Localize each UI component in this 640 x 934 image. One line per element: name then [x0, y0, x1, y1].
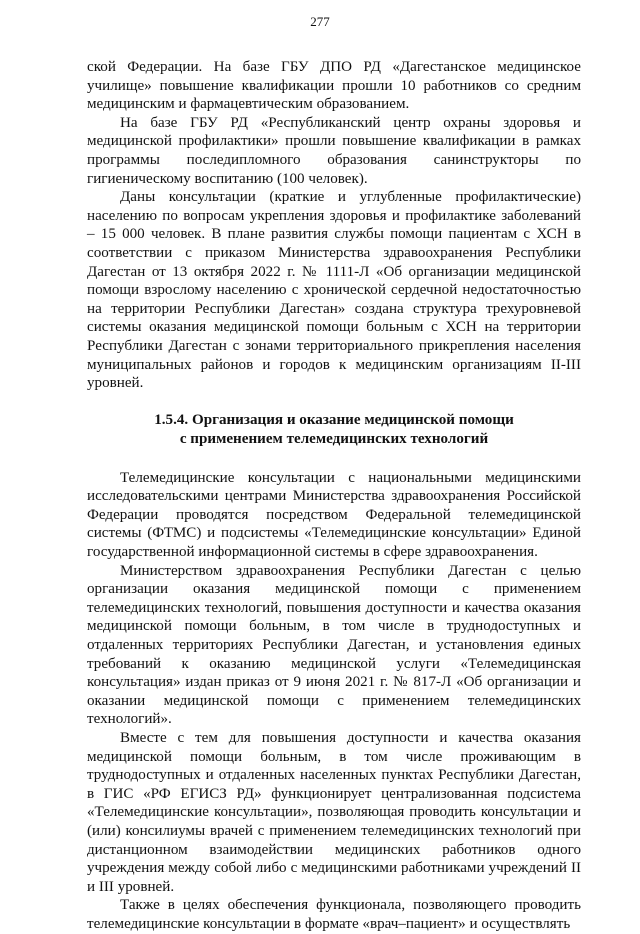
paragraph: Вместе с тем для повышения доступности и качества оказания медицинской помощи больным, в том числе проживающим в труднодоступных и отдаленных населенных пунктах Республики Дагестан, в ГИС «РФ ЕГИСЗ РД» функционирует централизованная подсистема «Телемедицинские консультации», позволяющая проводить консультации и (или) консилиумы врачей с применением телемедицинских технологий при дистанционном взаимодействии медицинских работников одного учреждения между собой либо с медицинскими работниками учреждений II и III уровней. — [87, 730, 581, 895]
page-number: 277 — [310, 14, 330, 29]
paragraph: Телемедицинские консультации с национальными медицинскими исследовательскими центрами Министерства здравоохранения Российской Федерации проводятся посредством Федеральной телемедицинской системы (ФТМС) и подсистемы «Телемедицинские консультации» Единой государственной информационной системы в сфере здравоохранения. — [87, 469, 581, 561]
paragraph: На базе ГБУ РД «Республиканский центр охраны здоровья и медицинской профилактики» прошли повышение квалификации в рамках программы последипломного образования санинструкторы по гигиеническому воспитанию (100 человек). — [87, 114, 581, 187]
paragraph-continuation: ской Федерации. На базе ГБУ ДПО РД «Дагестанское медицинское училище» повышение квалификации прошли 10 работников со средним медицинским и фармацевтическим образованием. — [87, 59, 581, 113]
section-heading — [87, 411, 581, 449]
page-body — [87, 58, 581, 934]
section-heading-line-2: с применением телемедицинских технологий — [179, 430, 489, 447]
paragraph: Министерством здравоохранения Республики Дагестан с целью организации оказания медицинской помощи с применением телемедицинских технологий, повышения доступности и качества оказания медицинской помощи больным, в том числе в труднодоступных и отдаленных территориях Республики Дагестан, и установления единых требований к оказанию медицинской услуги «Телемедицинская консультация» издан приказ от 9 июня 2021 г. № 817-Л «Об организации и оказании медицинской помощи с применением телемедицинских технологий». — [87, 562, 581, 728]
paragraph: Также в целях обеспечения функционала, позволяющего проводить телемедицинские консультации в формате «врач–пациент» и осуществлять — [87, 897, 581, 932]
section-heading-line-1: 1.5.4. Организация и оказание медицинской помощи — [154, 411, 514, 428]
paragraph: Даны консультации (краткие и углубленные профилактические) населению по вопросам укрепления здоровья и профилактике заболеваний – 15 000 человек. В плане развития службы помощи пациентам с ХСН в соответствии с приказом Министерства здравоохранения Республики Дагестан от 13 октября 2022 г. № 1111-Л «Об организации медицинской помощи взрослому населению с хронической сердечной недостаточностью на территории Республики Дагестан» создана структура трехуровневой системы оказания медицинской помощи больным с ХСН на территории Республики Дагестан с зонами территориального прикрепления населения муниципальных районов и городов к медицинским организациям II-III уровней. — [87, 189, 581, 392]
